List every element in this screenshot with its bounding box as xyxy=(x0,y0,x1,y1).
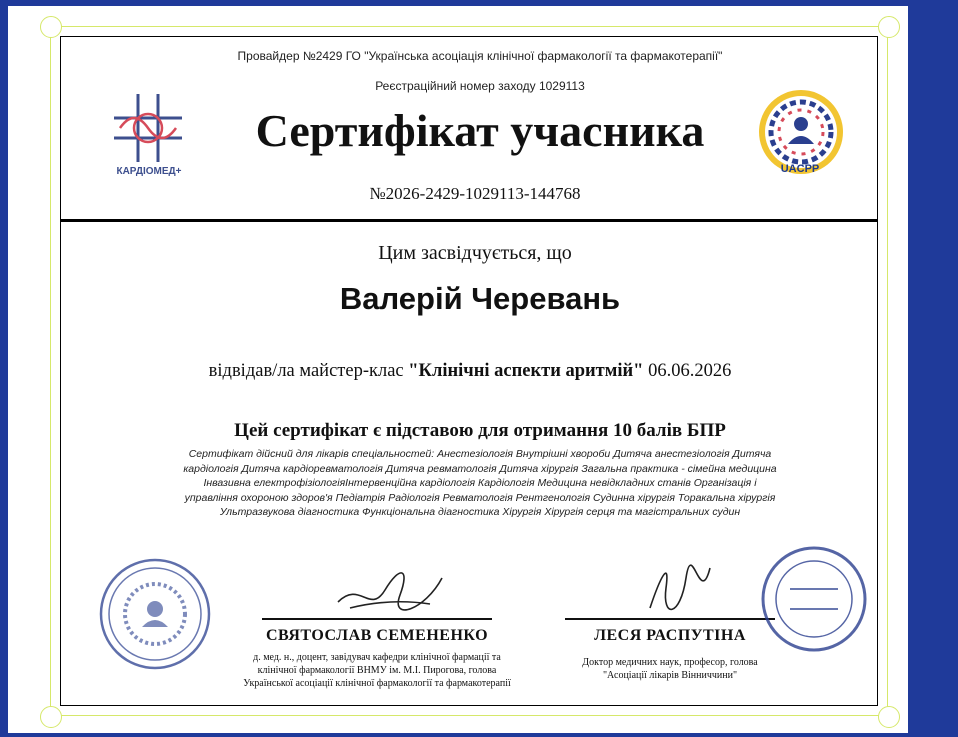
left-signer-description xyxy=(222,651,532,690)
attest-line: Цим засвідчується, що xyxy=(378,242,572,264)
specialties-line: Інвазивна електрофізіологіяІнтервенційна кардіологія Кардіологія Медицина невідкладних станів Організація і xyxy=(203,477,757,489)
left-signer-desc-line: клінічної фармакології ВНМУ ім. М.І. Пирогова, голова xyxy=(257,665,497,676)
right-stamp-icon xyxy=(760,545,868,653)
left-signer-desc-line: Української асоціації клінічної фармакології та фармакотерапії xyxy=(243,678,511,689)
corner-ornament xyxy=(878,16,900,38)
right-signer-name: ЛЕСЯ РАСПУТІНА xyxy=(594,627,746,644)
kardiomed-caption: КАРДІОМЕД+ xyxy=(116,166,182,177)
certificate-number: №2026-2429-1029113-144768 xyxy=(369,184,581,203)
left-stamp-icon xyxy=(98,557,212,671)
specialties-line: управління охороною здоров'я Педіатрія Радіологія Ревматологія Рентгенологія Судинна хірургія Торакальна хірургія xyxy=(184,491,776,504)
participant-name: Валерій Черевань xyxy=(339,281,621,316)
corner-ornament xyxy=(878,706,900,728)
specialties-block xyxy=(145,447,815,520)
kardiomed-logo-icon xyxy=(108,88,188,168)
certificate-title: Сертифікат учасника xyxy=(255,105,705,156)
specialties-line: кардіологія Дитяча кардіоревматологія Дитяча ревматологія Дитяча хірургія Загальна практика - сімейна медицина xyxy=(183,462,777,475)
left-signature-icon xyxy=(330,560,450,620)
left-signer-name: СВЯТОСЛАВ СЕМЕНЕНКО xyxy=(265,627,489,644)
corner-ornament xyxy=(40,16,62,38)
uacpp-caption: UACPP xyxy=(780,163,820,175)
specialties-line: Сертифікат дійсний для лікарів спеціальностей: Анестезіологія Внутрішні хвороби Дитяча анестезіологія Дитяча xyxy=(188,448,772,460)
course-prefix: відвідав/ла майстер-клас xyxy=(208,361,409,381)
specialties-line: Ультразвукова діагностика Функціональна діагностика Хірургія Хірургія серця та магістральних судин xyxy=(219,506,741,518)
left-signer-desc-line: д. мед. н., доцент, завідувач кафедри клінічної фармації та xyxy=(253,652,501,663)
left-signature-line xyxy=(262,618,492,620)
course-date: 06.06.2026 xyxy=(643,361,732,381)
course-line xyxy=(90,361,850,382)
header-divider xyxy=(60,219,878,222)
basis-line: Цей сертифікат є підставою для отримання 10 балів БПР xyxy=(234,420,726,441)
right-signer-description xyxy=(545,656,795,682)
right-signer-desc-line: "Асоціації лікарів Вінниччини" xyxy=(602,670,738,681)
right-signature-icon xyxy=(640,548,720,623)
right-signer-desc-line: Доктор медичних наук, професор, голова xyxy=(582,657,758,668)
corner-ornament xyxy=(40,706,62,728)
right-signature-line xyxy=(565,618,775,620)
provider-line: Провайдер №2429 ГО "Українська асоціація клінічної фармакології та фармакотерапії" xyxy=(237,49,723,63)
registration-line: Реєстраційний номер заходу 1029113 xyxy=(375,79,585,93)
course-name: "Клінічні аспекти аритмій" xyxy=(408,361,644,381)
